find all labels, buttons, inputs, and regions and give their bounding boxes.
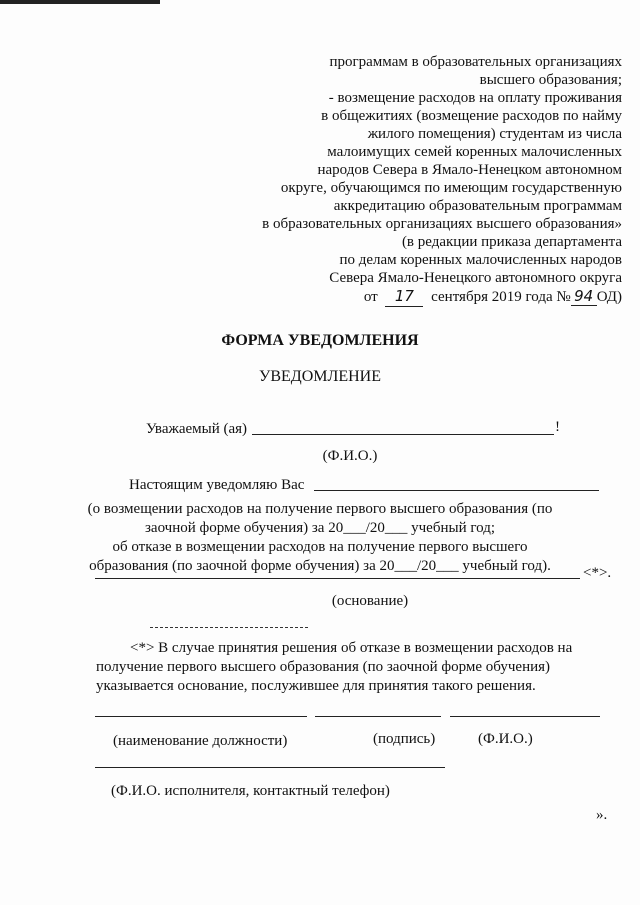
- header-line: - возмещение расходов на оплату проживания: [328, 90, 622, 106]
- header-line: в образовательных организациях высшего образования»: [262, 216, 622, 232]
- header-line: округе, обучающимся по имеющим государственную: [280, 180, 622, 196]
- executor-caption: (Ф.И.О. исполнителя, контактный телефон): [111, 783, 390, 799]
- header-line: малоимущих семей коренных малочисленных: [327, 144, 622, 160]
- option-line: заочной форме обучения) за 20___/20___ учебный год;: [144, 520, 495, 536]
- order-prefix: от: [363, 289, 378, 305]
- basis-caption: (основание): [331, 593, 409, 609]
- basis-line: [95, 578, 580, 579]
- header-line: по делам коренных малочисленных народов: [339, 252, 622, 268]
- signature-caption: (подпись): [373, 731, 436, 747]
- footnote-line: получение первого высшего образования (по заочной форме обучения): [96, 659, 551, 675]
- footnote-separator: [150, 627, 308, 628]
- header-line: народов Севера в Ямало-Ненецком автономном: [317, 162, 622, 178]
- option-line: (о возмещении расходов на получение первого высшего образования (по: [87, 501, 553, 517]
- option-line: об отказе в возмещении расходов на получение первого высшего: [112, 539, 528, 555]
- notify-label: Настоящим уведомляю Вас: [129, 477, 305, 493]
- executor-line: [95, 767, 445, 768]
- header-line: в общежитиях (возмещение расходов по найму: [321, 108, 622, 124]
- order-middle: сентября 2019 года №: [431, 289, 571, 305]
- closing-quote: ».: [596, 807, 608, 823]
- order-suffix: ОД): [596, 289, 622, 305]
- header-line: Севера Ямало-Ненецкого автономного округа: [329, 270, 622, 286]
- form-title: ФОРМА УВЕДОМЛЕНИЯ: [221, 332, 419, 349]
- position-caption: (наименование должности): [113, 733, 288, 749]
- greeting-label: Уважаемый (ая): [146, 421, 248, 437]
- notify-line: [314, 490, 599, 491]
- order-line: [364, 287, 622, 307]
- order-number-handwritten: 94: [571, 287, 597, 306]
- header-line: аккредитацию образовательным программам: [333, 198, 622, 214]
- footnote-marker: <*>.: [583, 565, 612, 581]
- signature-line: [315, 716, 441, 717]
- signatory-fio-caption: (Ф.И.О.): [478, 731, 533, 747]
- header-line: программам в образовательных организациях: [329, 54, 622, 70]
- fio-line: [450, 716, 600, 717]
- footnote-line: <*> В случае принятия решения об отказе в возмещении расходов на: [130, 640, 573, 656]
- greeting-exclamation: !: [555, 419, 560, 435]
- footnote-line: указывается основание, послужившее для принятия такого решения.: [96, 678, 536, 694]
- scan-edge-mark: [0, 0, 160, 4]
- header-line: высшего образования;: [479, 72, 622, 88]
- position-line: [95, 716, 307, 717]
- option-line: образования (по заочной форме обучения) за 20___/20___ учебный год).: [89, 558, 551, 574]
- recipient-name-line: [252, 434, 554, 435]
- header-line: (в редакции приказа департамента: [401, 234, 622, 250]
- fio-caption: (Ф.И.О.): [322, 448, 378, 464]
- order-day-handwritten: 17: [394, 287, 414, 305]
- header-line: жилого помещения) студентам из числа: [367, 126, 622, 142]
- doc-title: УВЕДОМЛЕНИЕ: [259, 368, 381, 385]
